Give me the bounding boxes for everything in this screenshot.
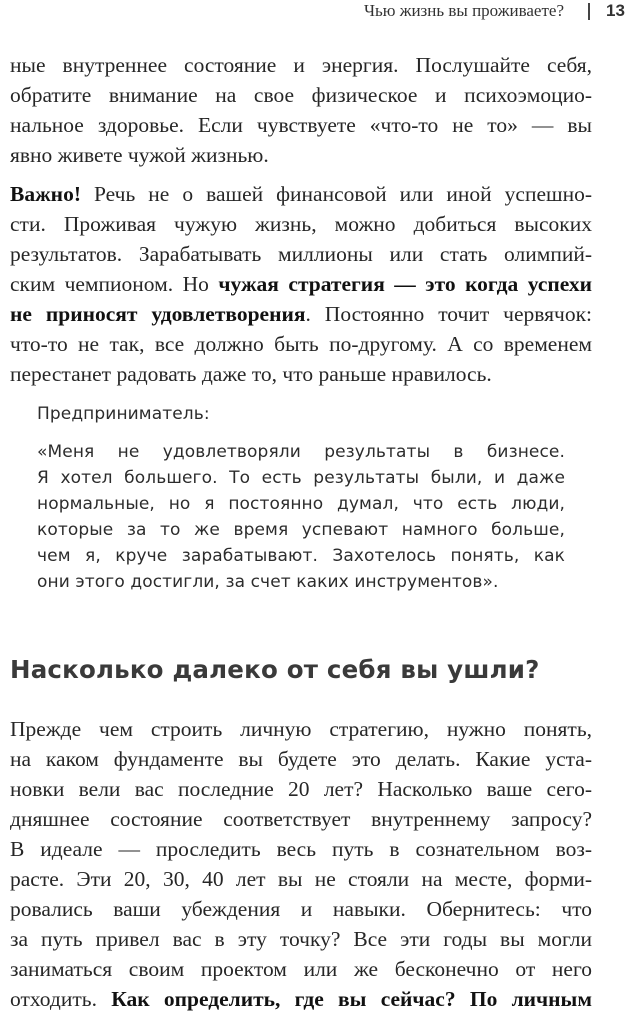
para3-line-2: на каком фундаменте вы будете это делать. Какие уста-	[10, 747, 592, 771]
quote-line: которые за то же время успевают намного больше,	[37, 520, 565, 540]
running-header	[0, 0, 638, 26]
quote-line: «Меня не удовлетворяли результаты в бизнесе.	[37, 442, 565, 462]
emphasis-text: не приносят удовлетворения	[10, 302, 306, 326]
quote-line: нормальные, но я постоянно думал, что есть люди,	[37, 494, 565, 514]
para3-line-9: заниматься своим проектом или же бесконечно от него	[10, 957, 592, 981]
quote-line: чем я, круче зарабатывают. Захотелось понять, как	[37, 546, 565, 566]
important-label: Важно!	[10, 182, 81, 206]
para1-line-2: обратите внимание на свое физическое и психоэмоцио-	[10, 83, 592, 107]
para2-line-3: результатов. Зарабатывать миллионы или стать олимпий-	[10, 242, 592, 266]
emphasis-text: чужая стратегия — это когда успехи	[218, 272, 592, 296]
para2-line-1: Важно! Речь не о вашей финансовой или иной успешно-	[10, 182, 592, 206]
para3-line-7: ровались ваши убеждения и навыки. Обернитесь: что	[10, 897, 592, 921]
para3-line-5: В идеале — проследить весь путь в сознательном воз-	[10, 837, 592, 861]
para2-line-4: ским чемпионом. Но чужая стратегия — это когда успехи	[10, 272, 592, 296]
para3-line-8: за путь привел вас в эту точку? Все эти годы вы могли	[10, 927, 592, 951]
emphasis-text: Как определить, где вы сейчас? По личным	[111, 987, 592, 1011]
para3-line-6: расте. Эти 20, 30, 40 лет вы не стояли на месте, форми-	[10, 867, 592, 891]
para2-line-5: не приносят удовлетворения. Постоянно точит червячок:	[10, 302, 592, 326]
para2-line-6: что-то не так, все должно быть по-другому. А со временем	[10, 332, 592, 356]
para1-line-3: нальное здоровье. Если чувствуете «что-то не то» — вы	[10, 113, 592, 137]
section-heading: Насколько далеко от себя вы ушли?	[10, 655, 540, 684]
quote-line: они этого достигли, за счет каких инструментов».	[37, 572, 499, 592]
para1-line-4: явно живете чужой жизнью.	[10, 143, 269, 167]
running-title: Чью жизнь вы проживаете?	[363, 1, 564, 20]
para1-line-1: ные внутреннее состояние и энергия. Послушайте себя,	[10, 53, 592, 77]
para2-line-7: перестанет радовать даже то, что раньше нравилось.	[10, 362, 492, 386]
para3-line-3: новки вели вас последние 20 лет? Насколько ваше сего-	[10, 777, 592, 801]
page-number: 13	[606, 1, 625, 20]
header-divider	[588, 3, 590, 20]
para3-line-4: дняшнее состояние соответствует внутреннему запросу?	[10, 807, 592, 831]
para3-line-1: Прежде чем строить личную стратегию, нужно понять,	[10, 717, 592, 741]
quote-line: Я хотел большего. То есть результаты были, и даже	[37, 468, 565, 488]
quote-speaker: Предприниматель:	[37, 404, 210, 424]
para2-line-2: сти. Проживая чужую жизнь, можно добиться высоких	[10, 212, 592, 236]
para3-line-10: отходить. Как определить, где вы сейчас? По личным	[10, 987, 592, 1011]
